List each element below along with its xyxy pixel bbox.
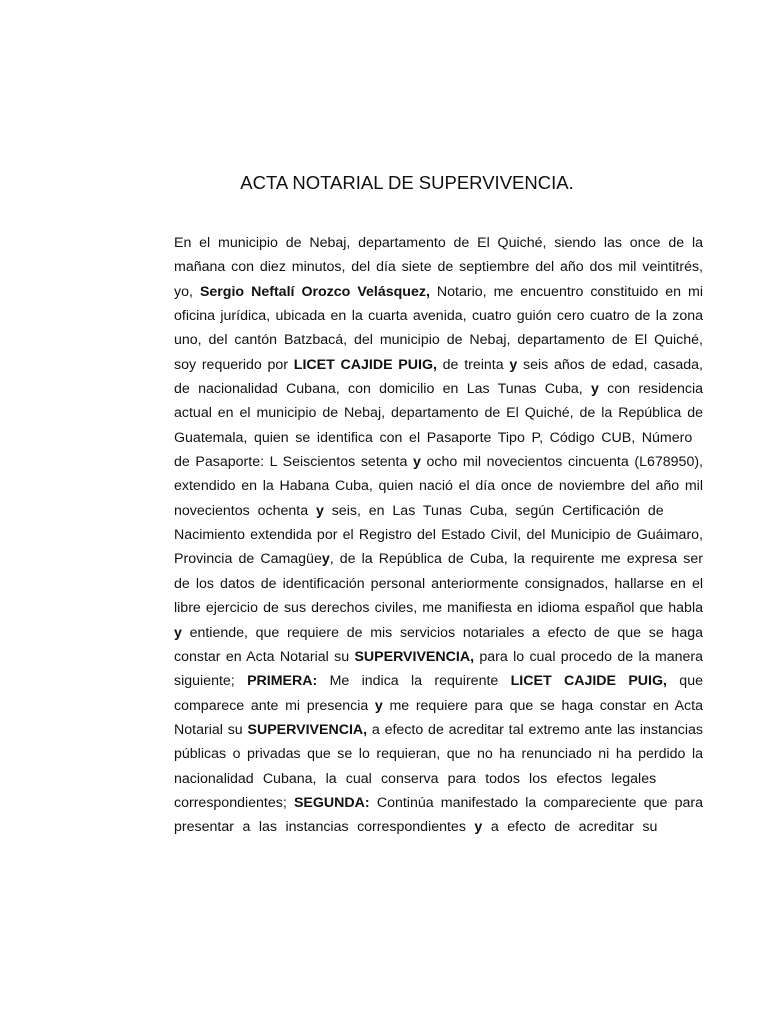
text-run: seis años de edad, casada, — [517, 356, 703, 373]
text-line — [174, 767, 703, 791]
text-run: ocho mil novecientos cincuenta (L678950), — [420, 454, 703, 471]
bold-text-run: y — [374, 697, 383, 714]
text-line — [174, 572, 703, 596]
text-line — [174, 645, 703, 669]
bold-text-run: SUPERVIVENCIA, — [247, 721, 368, 738]
text-run: constar en Acta Notarial su — [174, 648, 355, 665]
text-line — [174, 401, 703, 425]
text-line — [174, 426, 703, 450]
text-run: seis, en Las Tunas Cuba, según Certificación de — [323, 502, 664, 519]
text-line — [174, 255, 703, 279]
text-run: que — [666, 673, 703, 690]
document-body — [174, 231, 703, 840]
text-line — [174, 450, 703, 474]
text-run: oficina jurídica, ubicada en la cuarta avenida, cuatro guión cero cuatro de la zona — [174, 308, 703, 325]
text-run: a efecto de acreditar tal extremo ante las instancias — [367, 721, 703, 738]
text-run: extendido en la Habana Cuba, quien nació el día once de noviembre del año mil — [174, 478, 703, 495]
text-line — [174, 328, 703, 352]
text-run: de Pasaporte: L Seiscientos setenta — [174, 454, 413, 471]
text-line — [174, 596, 703, 620]
text-line — [174, 621, 703, 645]
text-run: libre ejercicio de sus derechos civiles, me manifiesta en idioma español que habla — [174, 600, 703, 617]
text-run: yo, — [174, 283, 200, 300]
bold-text-run: LICET CAJIDE PUIG, — [510, 673, 667, 690]
text-run: En el municipio de Nebaj, departamento de El Quiché, siendo las once de la — [174, 235, 703, 251]
bold-text-run: y — [413, 454, 421, 471]
text-line — [174, 231, 703, 255]
text-run: , de la República de Cuba, la requirente me expresa ser — [329, 551, 703, 568]
text-run: de los datos de identificación personal anteriormente consignados, hallarse en el — [174, 575, 703, 592]
text-run: me requiere para que se haga constar en Acta — [382, 697, 703, 714]
text-line — [174, 694, 703, 718]
text-run: siguiente; — [174, 673, 248, 690]
text-run: mañana con diez minutos, del día siete de septiembre del año dos mil veintitrés, — [174, 259, 703, 276]
text-line — [174, 815, 703, 839]
text-line — [174, 280, 703, 304]
text-run: Provincia de Camagüe — [174, 551, 322, 568]
bold-text-run: Sergio Neftalí Orozco Velásquez, — [199, 283, 430, 300]
text-run: comparece ante mi presencia — [174, 697, 375, 714]
text-run: Continúa manifestado la compareciente que para — [369, 794, 703, 811]
text-line — [174, 499, 703, 523]
text-line — [174, 353, 703, 377]
text-run: novecientos ochenta — [174, 502, 316, 519]
bold-text-run: y — [509, 356, 518, 373]
text-run: Guatemala, quien se identifica con el Pasaporte Tipo P, Código CUB, Número — [174, 429, 693, 446]
text-run: actual en el municipio de Nebaj, departamento de El Quiché, de la República de — [174, 405, 703, 422]
text-run: con residencia — [598, 381, 703, 398]
document-title: ACTA NOTARIAL DE SUPERVIVENCIA. — [240, 172, 574, 193]
text-run: para lo cual procedo de la manera — [474, 648, 703, 665]
text-run: presentar a las instancias correspondientes — [174, 819, 475, 836]
bold-text-run: SEGUNDA: — [293, 794, 370, 811]
text-line — [174, 523, 703, 547]
text-run: Nacimiento extendida por el Registro del Estado Civil, del Municipio de Guáimaro, — [174, 527, 703, 544]
text-run: públicas o privadas que se lo requieran, que no ha renunciado ni ha perdido la — [174, 746, 703, 763]
bold-text-run: y — [315, 502, 324, 519]
text-run: correspondientes; — [174, 794, 294, 811]
text-run: de treinta — [436, 356, 510, 373]
text-run: Notarial su — [174, 721, 248, 738]
text-run: Me indica la requirente — [317, 673, 511, 690]
text-line — [174, 304, 703, 328]
text-run: nacionalidad Cubana, la cual conserva para todos los efectos legales — [174, 770, 657, 787]
text-run: soy requerido por — [174, 356, 294, 373]
text-line — [174, 669, 703, 693]
text-run: de nacionalidad Cubana, con domicilio en Las Tunas Cuba, — [174, 381, 591, 398]
text-line — [174, 742, 703, 766]
bold-text-run: y — [474, 819, 483, 836]
text-line — [174, 547, 703, 571]
text-run: entiende, que requiere de mis servicios notariales a efecto de que se haga — [181, 624, 703, 641]
text-run: a efecto de acreditar su — [482, 819, 658, 836]
bold-text-run: LICET CAJIDE PUIG, — [293, 356, 437, 373]
bold-text-run: y — [174, 624, 182, 641]
text-line — [174, 718, 703, 742]
bold-text-run: y — [321, 551, 330, 568]
text-line — [174, 377, 703, 401]
text-run: Notario, me encuentro constituido en mi — [429, 283, 703, 300]
bold-text-run: SUPERVIVENCIA, — [354, 648, 475, 665]
bold-text-run: PRIMERA: — [247, 673, 318, 690]
bold-text-run: y — [590, 381, 599, 398]
text-line — [174, 791, 703, 815]
text-line — [174, 474, 703, 498]
text-run: uno, del cantón Batzbacá, del municipio de Nebaj, departamento de El Quiché, — [174, 332, 703, 349]
